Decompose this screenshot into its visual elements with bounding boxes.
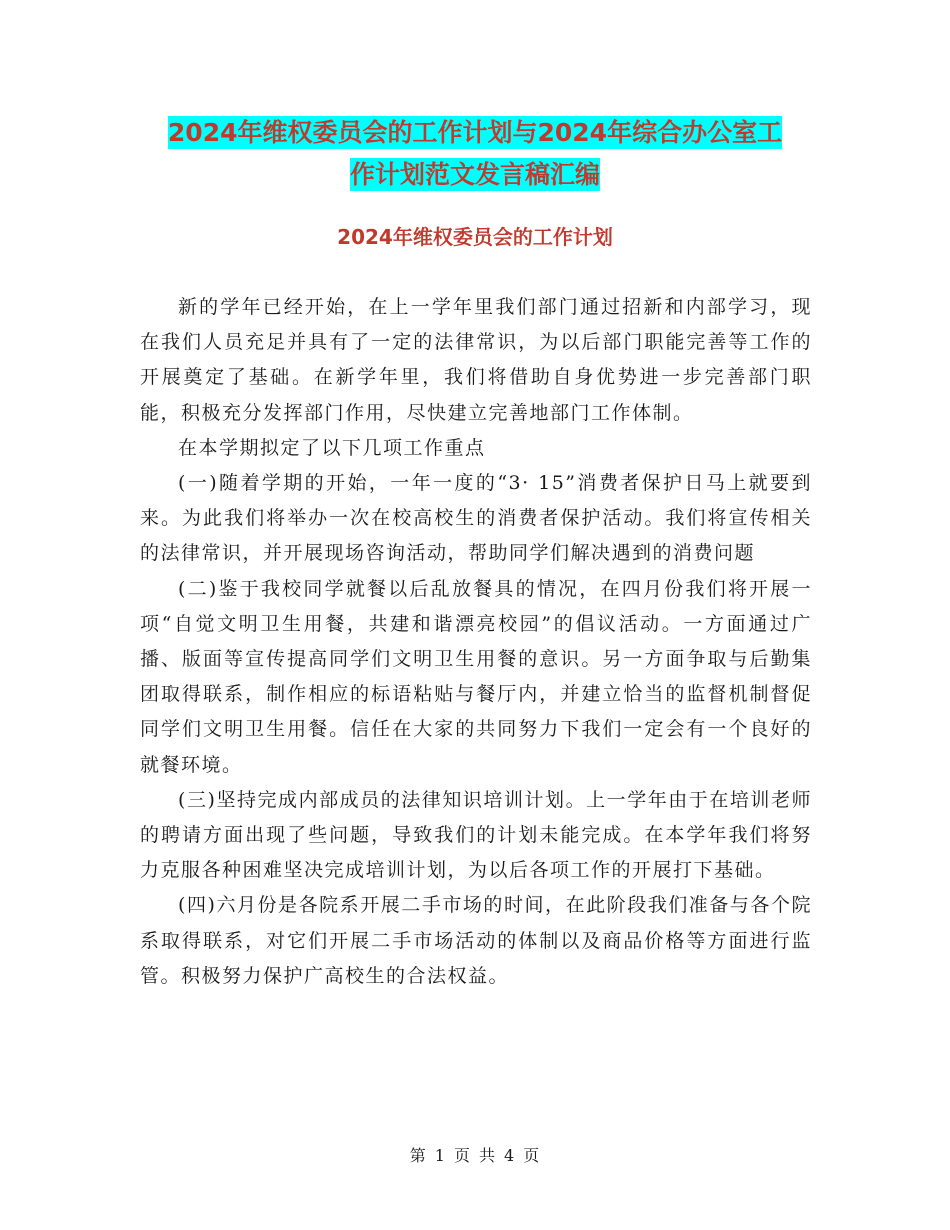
current-page-number: 1 — [434, 1146, 446, 1165]
page-label-mid2: 共 — [479, 1146, 497, 1165]
document-title-line-1: 2024年维权委员会的工作计划与2024年综合办公室工 — [167, 118, 783, 147]
document-title — [140, 112, 810, 196]
paragraph-item-2: (二)鉴于我校同学就餐以后乱放餐具的情况，在四月份我们将开展一项“自觉文明卫生用餐，共建和谐漂亮校园”的倡议活动。一方面通过广播、版面等宣传提高同学们文明卫生用餐的意识。另一方面争取与后勤集团取得联系，制作相应的标语粘贴与餐厅内，并建立恰当的监督机制督促同学们文明卫生用餐。信任在大家的共同努力下我们一定会有一个良好的就餐环境。 — [140, 577, 812, 776]
page-footer — [0, 1144, 950, 1168]
paragraph-item-3: (三)坚持完成内部成员的法律知识培训计划。上一学年由于在培训老师的聘请方面出现了些问题，导致我们的计划未能完成。在本学年我们将努力克服各种困难坚决完成培训计划，为以后各项工作的开展打下基础。 — [140, 788, 812, 882]
section-title: 2024年维权委员会的工作计划 — [337, 225, 613, 249]
document-body — [140, 290, 812, 994]
paragraph-focus-heading: 在本学期拟定了以下几项工作重点 — [178, 436, 486, 459]
total-pages-number: 4 — [504, 1146, 516, 1165]
paragraph-item-1: (一)随着学期的开始，一年一度的“3· 15”消费者保护日马上就要到来。为此我们将举办一次在校高校生的消费者保护活动。我们将宣传相关的法律常识，并开展现场咨询活动，帮助同学们解决遇到的消费问题 — [140, 472, 812, 565]
page-label-mid1: 页 — [453, 1146, 471, 1165]
paragraph-item-4: (四)六月份是各院系开展二手市场的时间，在此阶段我们准备与各个院系取得联系，对它们开展二手市场活动的体制以及商品价格等方面进行监管。积极努力保护广高校生的合法权益。 — [140, 894, 812, 987]
page-label-suffix: 页 — [523, 1146, 541, 1165]
page-label-prefix: 第 — [409, 1146, 427, 1165]
document-title-line-2: 作计划范文发言稿汇编 — [349, 160, 600, 189]
paragraph-intro: 新的学年已经开始，在上一学年里我们部门通过招新和内部学习，现在我们人员充足并具有了一定的法律常识，为以后部门职能完善等工作的开展奠定了基础。在新学年里，我们将借助自身优势进一步完善部门职能，积极充分发挥部门作用，尽快建立完善地部门工作体制。 — [140, 296, 812, 424]
